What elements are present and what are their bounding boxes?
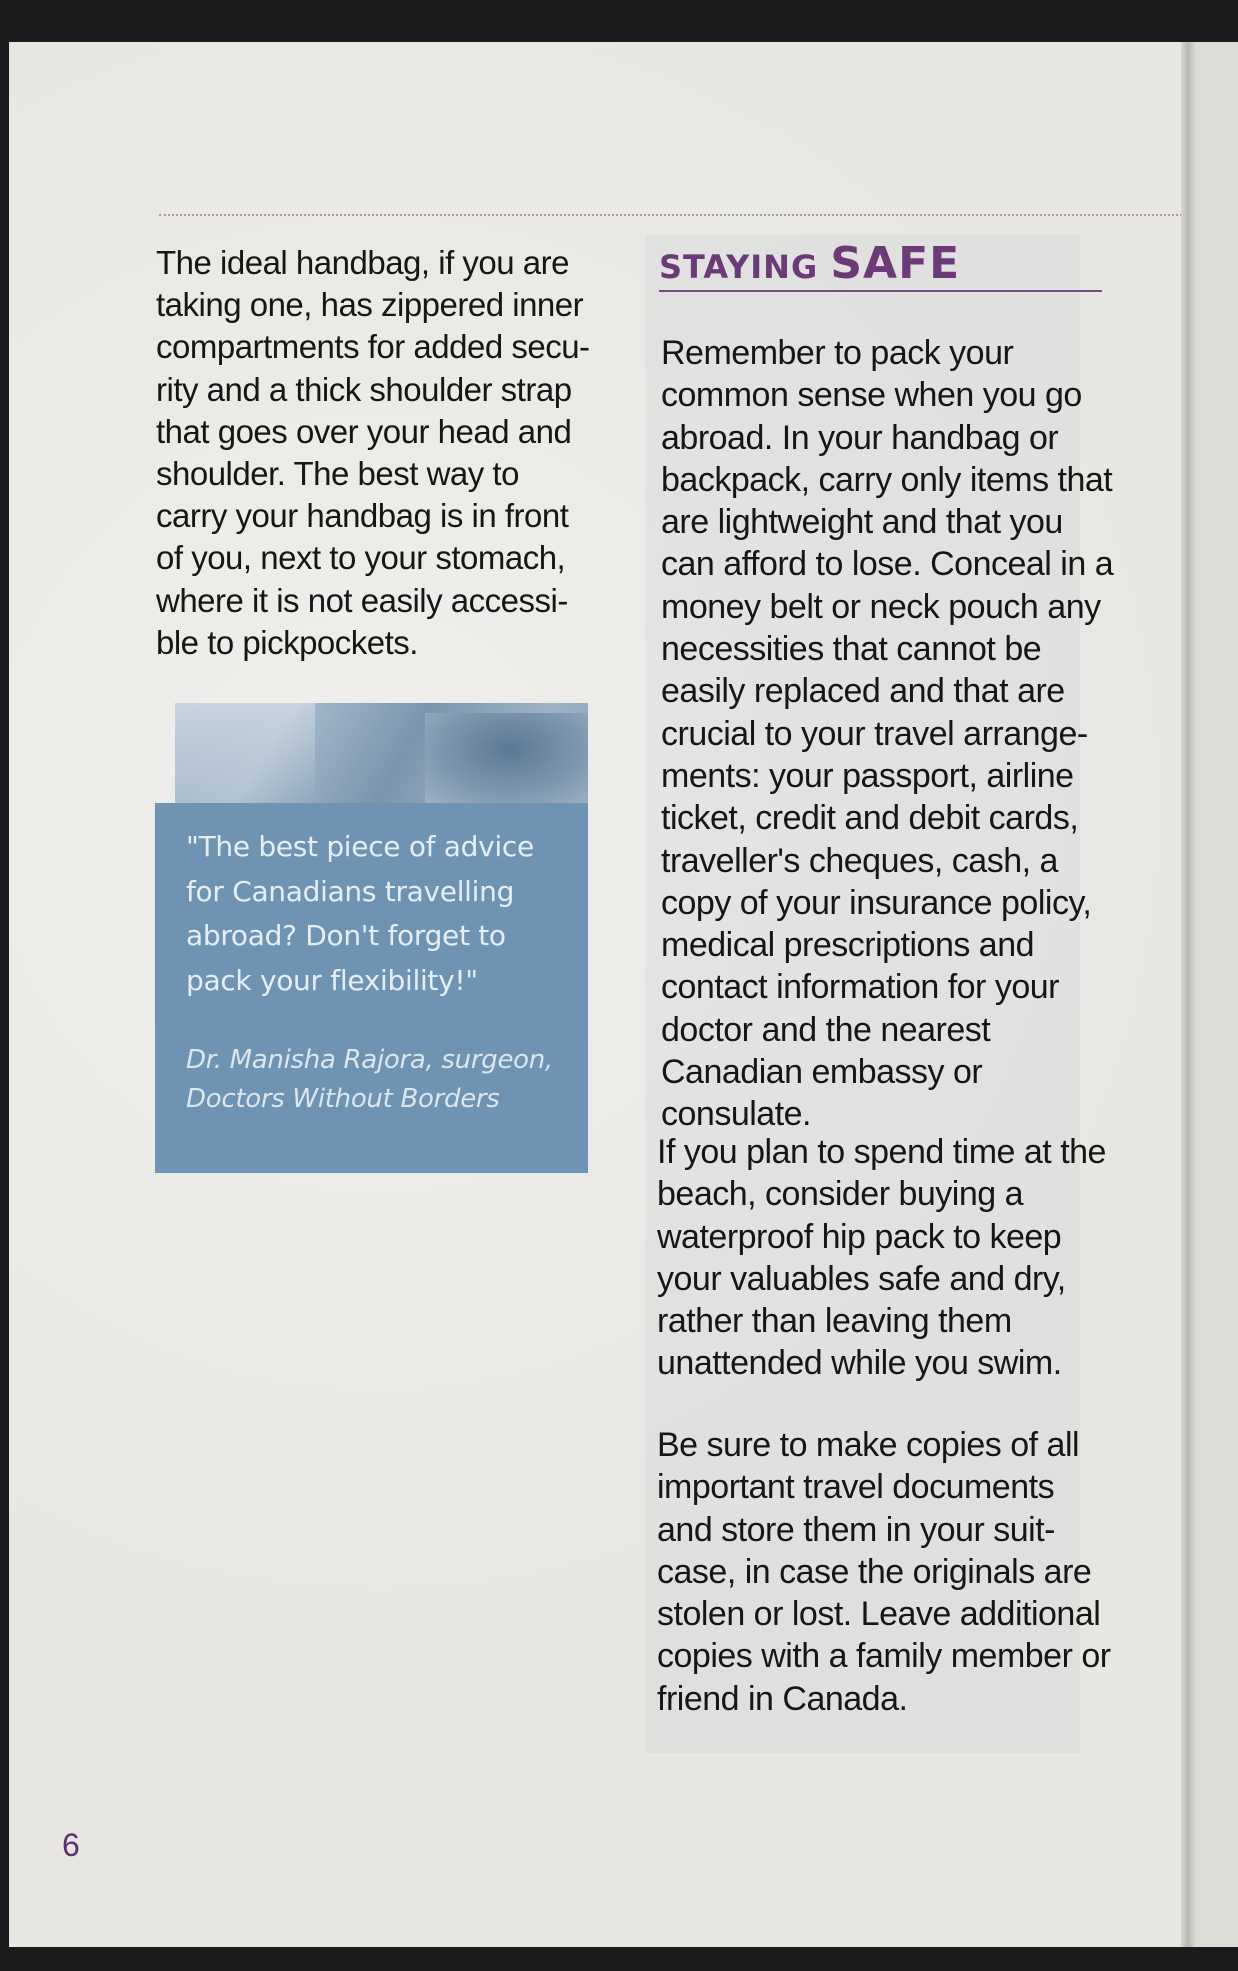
safety-paragraph-2: If you plan to spend time at the beach, consider buying a waterproof hip pack to keep your valuables safe and dry, rather than leaving them unattended while you swim. (657, 1133, 1106, 1383)
quote-photo (175, 703, 588, 803)
heading-part-small: STAYING (659, 248, 831, 286)
heading-underline (659, 290, 1102, 292)
page-number: 6 (62, 1827, 80, 1863)
heading-part-big: SAFE (830, 238, 961, 289)
top-dotted-rule (159, 214, 1238, 216)
handbag-paragraph: The ideal handbag, if you are taking one, has zippered inner compartments for added secu-rity and a thick shoulder strap that goes over your head and shoulder. The best way to carry your handbag is in front of you, next to your stomach, where it is not easily accessi-ble to pickpockets. (156, 244, 590, 661)
safety-paragraph-3: Be sure to make copies of all important travel documents and store them in your suit-case, in case the originals are stolen or lost. Leave additional copies with a family member or friend in Canada. (657, 1426, 1111, 1718)
section-heading (659, 238, 1109, 289)
next-page-edge (1195, 42, 1238, 1947)
safety-paragraph-1: Remember to pack your common sense when you go abroad. In your handbag or backpack, carry only items that are lightweight and that you can afford to lose. Conceal in a money belt or neck pouch any necessities that cannot be easily replaced and that are crucial to your travel arrange-ments: your passport, airline ticket, credit and debit cards, traveller's cheques, cash, a copy of your insurance policy, medical prescriptions and contact information for your doctor and the nearest Canadian embassy or consulate. (661, 334, 1114, 1134)
quote-author: Dr. Manisha Rajora, surgeon, Doctors Without Borders (186, 1045, 553, 1114)
page-spine (1181, 42, 1195, 1947)
quote-text: "The best piece of advice for Canadians travelling abroad? Don't forget to pack your flexibility!" (186, 830, 534, 997)
